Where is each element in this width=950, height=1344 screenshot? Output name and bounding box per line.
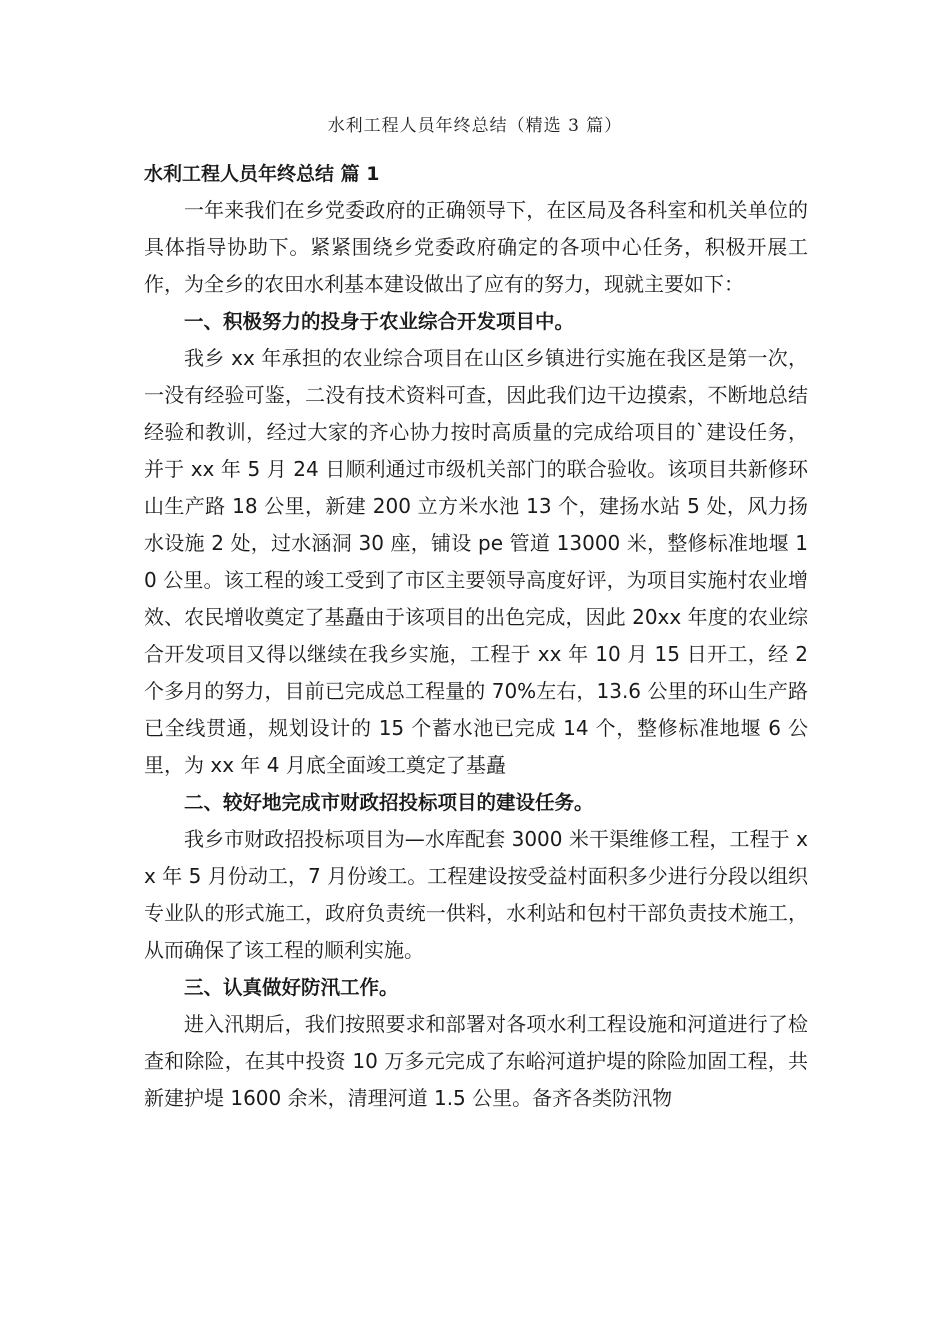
- heading-finance-bid: 二、较好地完成市财政招投标项目的建设任务。: [184, 791, 594, 814]
- document-body: [144, 156, 808, 1117]
- document-title: 水利工程人员年终总结（精选 3 篇）: [327, 116, 623, 136]
- paragraph-intro: 一年来我们在乡党委政府的正确领导下，在区局及各科室和机关单位的具体指导协助下。紧紧围绕乡党委政府确定的各项中心任务，积极开展工作，为全乡的农田水利基本建设做出了应有的努力，现就主要如下：: [144, 198, 808, 296]
- heading-agri-project: 一、积极努力的投身于农业综合开发项目中。: [184, 310, 575, 333]
- paragraph-finance-bid: 我乡市财政招投标项目为—水库配套 3000 米干渠维修工程，工程于 xx 年 5 月份动工，7 月份竣工。工程建设按受益村面积多少进行分段以组织专业队的形式施工，政府负责统一供料，水利站和包村干部负责技术施工，从而确保了该工程的顺利实施。: [144, 827, 808, 962]
- paragraph-flood-control: 进入汛期后，我们按照要求和部署对各项水利工程设施和河道进行了检查和除险，在其中投资 10 万多元完成了东峪河道护堤的除险加固工程，共新建护堤 1600 余米，清理河道 1.5 公里。备齐各类防汛物: [144, 1012, 808, 1110]
- paragraph-agri-project: 我乡 xx 年承担的农业综合项目在山区乡镇进行实施在我区是第一次，一没有经验可鉴，二没有技术资料可查，因此我们边干边摸索，不断地总结经验和教训，经过大家的齐心协力按时高质量的完成给项目的`建设任务，并于 xx 年 5 月 24 日顺利通过市级机关部门的联合验收。该项目共新修环山生产路 18 公里，新建 200 立方米水池 13 个，建扬水站 5 处，风力扬水设施 2 处，过水涵洞 30 座，铺设 pe 管道 13000 米，整修标准地堰 10 公里。该工程的竣工受到了市区主要领导高度好评，为项目实施村农业增效、农民增收奠定了基矗由于该项目的出色完成，因此 20xx 年度的农业综合开发项目又得以继续在我乡实施，工程于 xx 年 10 月 15 日开工，经 2 个多月的努力，目前已完成总工程量的 70%左右，13.6 公里的环山生产路已全线贯通，规划设计的 15 个蓄水池已完成 14 个，整修标准地堰 6 公里，为 xx 年 4 月底全面竣工奠定了基矗: [144, 346, 808, 777]
- section-title: 水利工程人员年终总结 篇 1: [144, 163, 380, 185]
- heading-flood-control: 三、认真做好防汛工作。: [184, 976, 399, 999]
